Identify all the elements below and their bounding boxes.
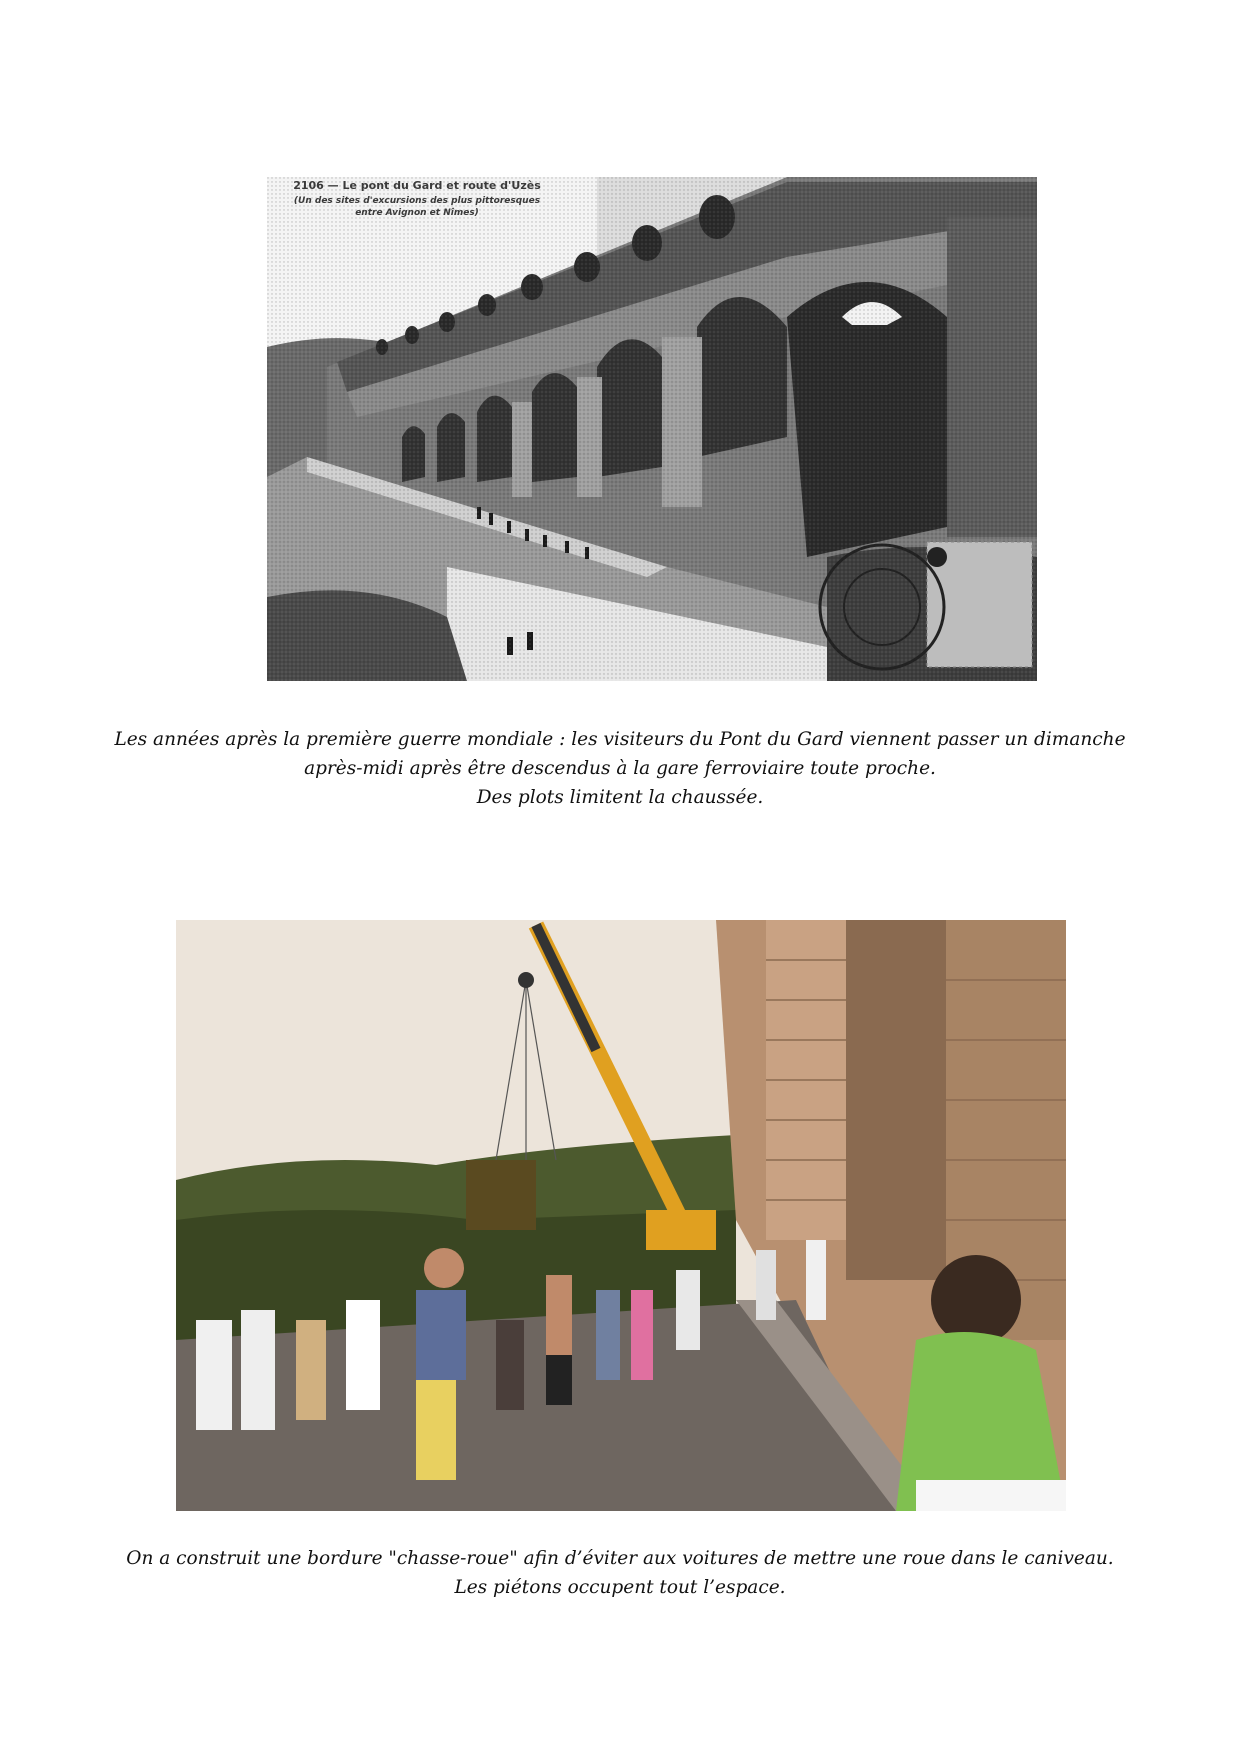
- crane-illustration: [176, 920, 1066, 1511]
- caption-line: Les années après la première guerre mondiale : les visiteurs du Pont du Gard viennent passer un dimanche: [114, 729, 1126, 750]
- postcard-illustration: [267, 177, 1037, 681]
- caption-crane-photo: [0, 1544, 1240, 1602]
- caption-line: après-midi après être descendus à la gare ferroviaire toute proche.: [304, 758, 936, 779]
- caption-line: Les piétons occupent tout l’espace.: [454, 1577, 786, 1598]
- postcard-title: 2106 — Le pont du Gard et route d'Uzès: [293, 179, 541, 192]
- postcard-subtitle-2: entre Avignon et Nîmes): [355, 208, 479, 218]
- postcard-subtitle: (Un des sites d'excursions des plus pittoresques: [293, 196, 541, 206]
- caption-line: Des plots limitent la chaussée.: [476, 787, 764, 808]
- postcard-printed-caption: [267, 177, 567, 239]
- caption-postcard: [0, 725, 1240, 812]
- crane-photo: [176, 920, 1066, 1511]
- postcard-photo: [267, 177, 1037, 681]
- caption-line: On a construit une bordure "chasse-roue" afin d’éviter aux voitures de mettre une roue dans le caniveau.: [126, 1548, 1114, 1569]
